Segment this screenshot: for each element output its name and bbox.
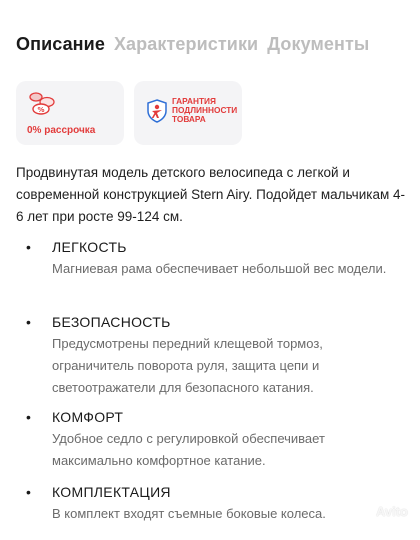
bullet-icon: • xyxy=(26,314,31,330)
tab-description[interactable]: Описание xyxy=(16,34,105,54)
tab-bar xyxy=(16,34,369,55)
feature-item xyxy=(16,236,407,280)
tab-documents[interactable]: Документы xyxy=(267,34,370,54)
bullet-icon: • xyxy=(26,409,31,425)
product-description: Продвинутая модель детского велосипеда с легкой и современной конструкцией Stern Airy. Подойдет мальчикам 4-6 лет при росте 99-124 см. xyxy=(16,165,405,224)
tab-characteristics[interactable]: Характеристики xyxy=(113,34,259,54)
feature-text: Магниевая рама обеспечивает небольшой вес модели. xyxy=(52,261,387,276)
feature-item xyxy=(16,481,407,525)
coins-icon xyxy=(27,89,57,117)
feature-title: БЕЗОПАСНОСТЬ xyxy=(52,314,171,330)
feature-text: В комплект входят съемные боковые колеса. xyxy=(52,506,326,521)
feature-item xyxy=(16,311,407,399)
svg-text:%: % xyxy=(37,106,45,114)
bullet-icon: • xyxy=(26,484,31,500)
feature-title: ЛЕГКОСТЬ xyxy=(52,239,127,255)
feature-title: КОМПЛЕКТАЦИЯ xyxy=(52,484,171,500)
feature-text: Удобное седло с регулировкой обеспечивает максимально комфортное катание. xyxy=(52,431,325,468)
installment-badge[interactable] xyxy=(16,81,124,145)
feature-title: КОМФОРТ xyxy=(52,409,124,425)
feature-item xyxy=(16,406,407,472)
feature-text: Предусмотрены передний клещевой тормоз, ограничитель поворота руля, защита цепи и светоотражатели для безопасного катания. xyxy=(52,336,323,395)
shield-person-icon xyxy=(146,99,168,123)
avito-watermark: Avito xyxy=(375,504,408,519)
guarantee-badge[interactable] xyxy=(134,81,242,145)
bullet-icon: • xyxy=(26,239,31,255)
installment-caption: 0% рассрочка xyxy=(27,125,96,136)
guarantee-label: ГАРАНТИЯ ПОДЛИННОСТИ ТОВАРА xyxy=(172,96,238,124)
badges-row xyxy=(16,81,242,145)
